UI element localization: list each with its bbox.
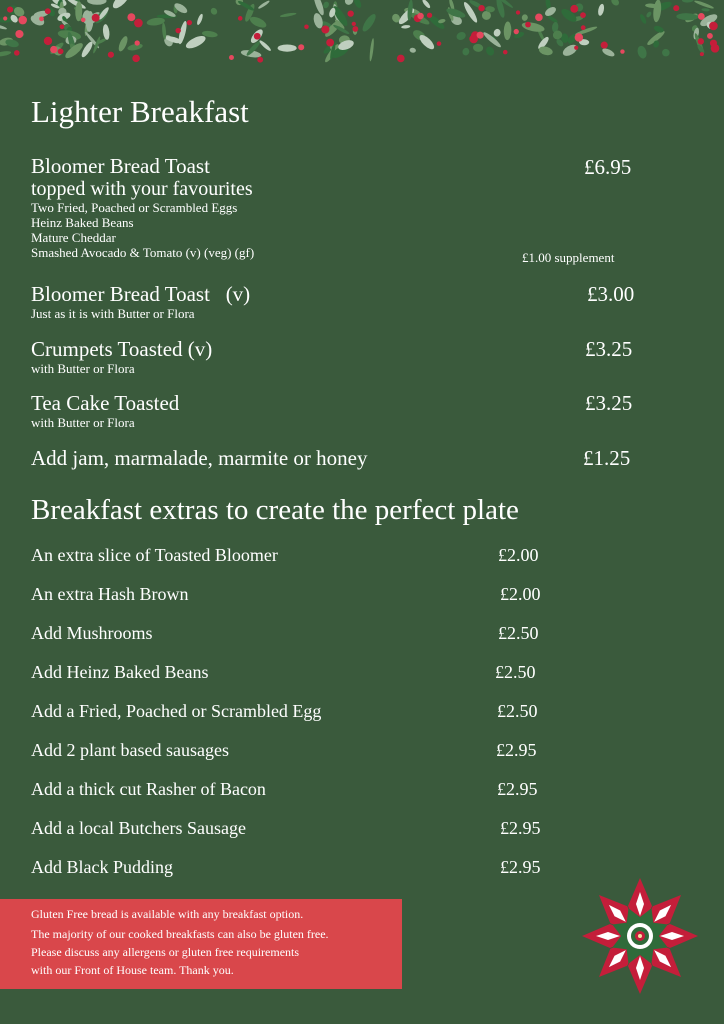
menu-item-add-spreads [31, 446, 367, 470]
item-name: Tea Cake Toasted [31, 391, 180, 415]
extra-item-name: Add Heinz Baked Beans [31, 662, 209, 682]
item-desc-line: Two Fried, Poached or Scrambled Eggs [31, 200, 238, 215]
menu-item-crumpets [31, 337, 212, 376]
extra-item-price: £2.95 [496, 740, 537, 760]
extra-item-price: £2.50 [495, 662, 536, 682]
notice-line: with our Front of House team. Thank you. [31, 963, 234, 977]
notice-line: Gluten Free bread is available with any breakfast option. [31, 907, 304, 921]
extra-item-price: £2.95 [497, 779, 538, 799]
extra-item-price: £2.00 [498, 545, 539, 565]
notice-line: Please discuss any allergens or gluten free requirements [31, 945, 300, 959]
menu-item-bloomer-toast-plain [31, 282, 250, 321]
item-desc-line: Smashed Avocado & Tomato (v) (veg) (gf) [31, 245, 255, 260]
item-name: Bloomer Bread Toast [31, 154, 210, 178]
gluten-free-notice [0, 899, 402, 989]
item-desc-line: Heinz Baked Beans [31, 215, 134, 230]
item-name: Crumpets Toasted (v) [31, 337, 213, 361]
item-desc-line: with Butter or Flora [31, 361, 135, 376]
extra-item-name: Add Black Pudding [31, 857, 173, 877]
extra-item-name: Add 2 plant based sausages [31, 740, 229, 760]
extra-item-price: £2.95 [500, 818, 541, 838]
item-price: £6.95 [584, 155, 632, 179]
menu-item-bloomer-toasted-topped [31, 154, 254, 260]
poinsettia-icon [580, 876, 700, 996]
supplement-price: £1.00 supplement [522, 250, 615, 265]
item-price: £3.25 [585, 391, 633, 415]
item-price: £3.00 [587, 282, 635, 306]
extra-item-name: Add a Fried, Poached or Scrambled Egg [31, 701, 322, 721]
item-desc-line: Mature Cheddar [31, 230, 116, 245]
notice-line: The majority of our cooked breakfasts can also be gluten free. [31, 927, 329, 941]
item-desc-line: with Butter or Flora [31, 415, 135, 430]
item-name: Bloomer Bread Toast (v) [31, 282, 251, 306]
item-name: Add jam, marmalade, marmite or honey [31, 446, 368, 470]
item-subtitle: topped with your favourites [31, 178, 253, 200]
extra-item-price: £2.50 [497, 701, 538, 721]
extra-item-name: Add a thick cut Rasher of Bacon [31, 779, 266, 799]
item-price: £3.25 [585, 337, 633, 361]
extra-item-name: An extra slice of Toasted Bloomer [31, 545, 278, 565]
extra-item-price: £2.95 [500, 857, 541, 877]
extra-item-price: £2.50 [498, 623, 539, 643]
holly-garland-icon [0, 0, 724, 72]
item-price: £1.25 [583, 446, 631, 470]
item-desc-line: Just as it is with Butter or Flora [31, 306, 195, 321]
extra-item-name: Add Mushrooms [31, 623, 153, 643]
extra-item-name: An extra Hash Brown [31, 584, 189, 604]
lighter-breakfast-title: Lighter Breakfast [31, 94, 249, 129]
extra-item-price: £2.00 [500, 584, 541, 604]
breakfast-extras-title: Breakfast extras to create the perfect plate [31, 494, 519, 526]
menu-item-tea-cake [31, 391, 179, 430]
extra-item-name: Add a local Butchers Sausage [31, 818, 246, 838]
